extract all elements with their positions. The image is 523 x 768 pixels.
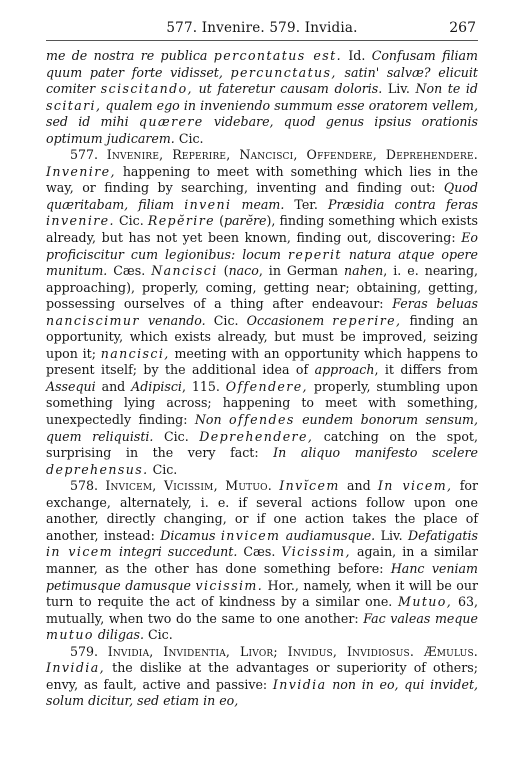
paragraph-continuation: me de nostra re publica percontatus est. Id. Confusam filiam quum pater forte vidisset, percunctatus, satin' salvæ? elicuit comiter sciscitando, ut fateretur causam doloris. Liv. Non te id scitari, qualem ego in inveniendo summum esse oratorem vellem, sed id mihi quærere videbare, quod genus ipsius orationis optimum judicarem. Cic. <box>46 48 479 146</box>
book-page <box>46 18 478 710</box>
page-body <box>46 48 478 710</box>
entry-579: 579. Invidia, Invidentia, Livor; Invidus, Invidiosus. Æmulus. Invidia, the dislike at the advantages or superiority of others; envy, as fault, active and passive: Invidia non in eo, qui invidet, solum dicitur, sed etiam in eo, <box>46 643 479 709</box>
running-head: 577. Invenire. 579. Invidia. <box>166 20 358 36</box>
entry-578: 578. Invicem, Vicissim, Mutuo. Invĭcem and In vicem, for exchange, alternately, i. e. if several actions follow upon one another, directly changing, or if one action takes the place of another, instead: Dicamus invicem audiamusque. Liv. Defatigatis in vicem integri succedunt. Cæs. Vicissim, again, in a similar manner, as the other has done something before: Hanc veniam petimusque damusque vicissim. Hor., namely, when it will be our turn to requite the act of kindness by a similar one. Mutuo, 63, mutually, when two do the same to one another: Fac valeas meque mutuo diligas. Cic. <box>46 478 479 643</box>
page-number: 267 <box>449 20 476 36</box>
page-header <box>46 18 478 41</box>
entry-577: 577. Invenire, Reperire, Nancisci, Offendere, Deprehendere. Invenire, happening to meet with something which lies in the way, or finding by searching, inventing and finding out: Quod quæritabam, filiam inveni meam. Ter. Præsidia contra feras invenire. Cic. Repĕrire (parĕre), finding something which exists already, but has not yet been known, finding out, discovering: Eo proficiscitur cum legionibus: locum reperit natura atque opere munitum. Cæs. Nancisci (naco, in German nahen, i. e. nearing, approaching), properly, coming, getting near; obtaining, getting, possessing ourselves of a thing after endeavour: Feras beluas nanciscimur venando. Cic. Occasionem reperire, finding an opportunity, which exists already, but must be improved, seizing upon it; nancisci, meeting with an opportunity which happens to present itself; by the additional idea of approach, it differs from Assequi and Adipisci, 115. Offendere, properly, stumbling upon something lying across; happening to meet with something, unexpectedly finding: Non offendes eundem bonorum sensum, quem reliquisti. Cic. Deprehendere, catching on the spot, surprising in the very fact: In aliquo manifesto scelere deprehensus. Cic. <box>46 147 479 477</box>
